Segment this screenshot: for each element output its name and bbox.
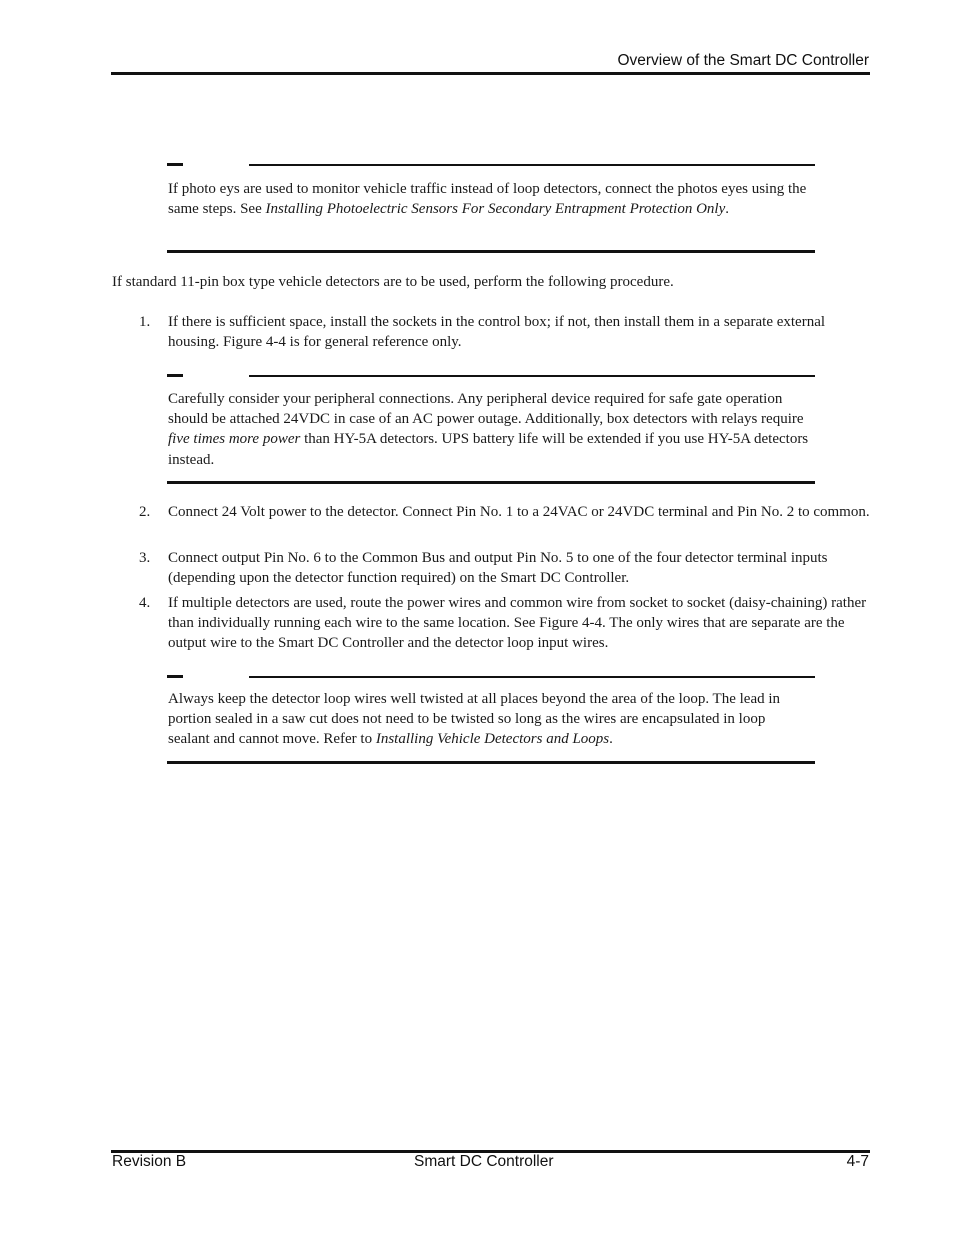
note-box [167, 675, 815, 767]
note-top-rule [249, 676, 815, 678]
page-header-title: Overview of the Smart DC Controller [617, 52, 869, 69]
note-top-rule [249, 375, 815, 377]
footer-revision: Revision B [112, 1153, 187, 1170]
step-text: Connect output Pin No. 6 to the Common Bus and output Pin No. 5 to one of the four detector terminal inputs (depending upon the detector function required) on the Smart DC Controller. [168, 550, 828, 587]
note-text: If photo eys are used to monitor vehicle traffic instead of loop detectors, connect the photos eyes using the same steps. See Installing Photoelectric Sensors For Secondary Entrapment Protection Only. [168, 181, 807, 218]
note-box [167, 163, 815, 255]
step-number: 2. [139, 504, 151, 520]
footer-document-title: Smart DC Controller [414, 1153, 554, 1170]
step-number: 1. [139, 314, 151, 330]
step-text: Connect 24 Volt power to the detector. Connect Pin No. 1 to a 24VAC or 24VDC terminal and Pin No. 2 to common. [168, 504, 870, 520]
list-item [112, 502, 872, 544]
note-tick-mark [167, 374, 183, 377]
note-bottom-rule [167, 761, 815, 764]
intro-paragraph: If standard 11-pin box type vehicle detectors are to be used, perform the following procedure. [112, 274, 674, 290]
note-box [167, 374, 815, 486]
step-number: 4. [139, 595, 151, 611]
note-bottom-rule [167, 481, 815, 484]
note-top-rule [249, 164, 815, 166]
note-text: Always keep the detector loop wires well twisted at all places beyond the area of the loop. The lead in portion sealed in a saw cut does not need to be twisted so long as the wires are encapsulated in loop sealant and cannot move. Refer to Installing Vehicle Detectors and Loops. [168, 691, 781, 748]
note-tick-mark [167, 163, 183, 166]
step-number: 3. [139, 550, 151, 566]
note-bottom-rule [167, 250, 815, 253]
step-text: If there is sufficient space, install the sockets in the control box; if not, then install them in a separate external housing. Figure 4-4 is for general reference only. [168, 314, 826, 351]
step-text: If multiple detectors are used, route the power wires and common wire from socket to socket (daisy-chaining) rather than individually running each wire to the same location. See Figure 4-4. The only wires that are separate are the output wire to the Smart DC Controller and the detector loop input wires. [168, 595, 867, 652]
list-item [112, 312, 872, 354]
footer-page-number: 4-7 [846, 1153, 869, 1170]
note-tick-mark [167, 675, 183, 678]
list-item [112, 548, 872, 590]
list-item [112, 593, 872, 655]
header-rule [111, 72, 870, 75]
note-text: Carefully consider your peripheral connections. Any peripheral device required for safe gate operation should be attached 24VDC in case of an AC power outage. Additionally, box detectors with relays require five times more power than HY-5A detectors. UPS battery life will be extended if you use HY-5A detectors instead. [168, 391, 809, 468]
